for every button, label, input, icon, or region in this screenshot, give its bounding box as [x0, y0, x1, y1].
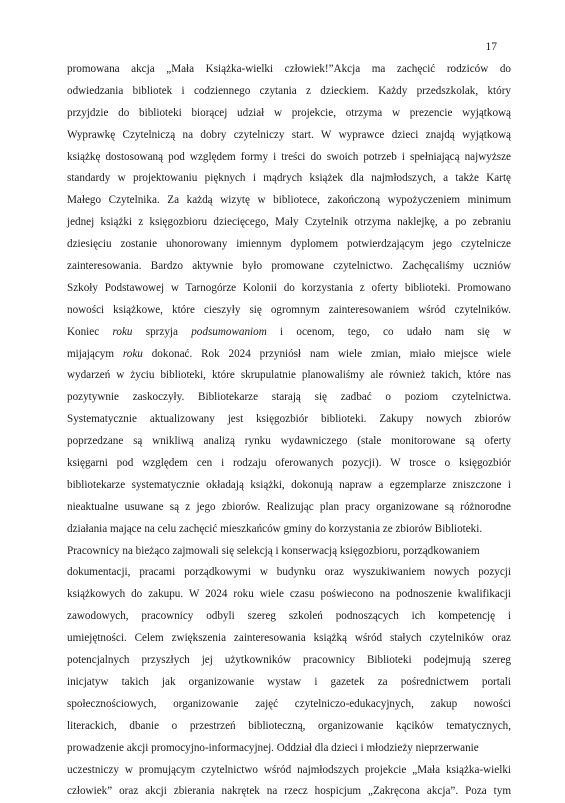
text-line: dokumentacji, pracami porządkowymi w budynku oraz wyszukiwaniem nowych pozycji [67, 566, 511, 579]
page-number: 17 [485, 41, 497, 53]
text-segment: Koniec [67, 325, 113, 338]
text-line: Małego Czytelnika. Za każdą wizytę w bibliotece, zakończoną wypożyczeniem minimum [67, 194, 511, 207]
text-line: inicjatyw takich jak organizowanie wystaw i gazetek za pośrednictwem portali [67, 675, 511, 688]
text-line: bibliotekarze systematycznie okładają książki, dokonują napraw a egzemplarze zniszczone i [67, 478, 511, 491]
body-text [67, 59, 511, 803]
text-line: Systematycznie aktualizowany jest księgozbiór biblioteki. Zakupy nowych zbiorów [67, 413, 511, 426]
text-line: nieaktualne usuwane są z jego zbiorów. Realizując plan pracy organizowane są różnorodne [67, 500, 511, 513]
text-line: człowiek” oraz akcji zbierania nakrętek na rzecz hospicjum „Zakręcona akcja”. Poza tym [67, 785, 511, 798]
text-line: książkowych do zakupu. W 2024 roku wiele czasu poświecono na podnoszenie kwalifikacji [67, 588, 511, 601]
text-line: Pracownicy na bieżąco zajmowali się selekcją i konserwacją księgozbioru, porządkowaniem [67, 544, 480, 557]
text-line: pozytywnie zaskoczyły. Bibliotekarze starają się zadbać o poziom czytelnictwa. [67, 391, 511, 404]
text-line: księgarni pod względem cen i rodzaju oferowanych pozycji). W trosce o księgozbiór [67, 457, 511, 470]
text-line: zawodowych, pracownicy odbyli szereg szkoleń podnoszących ich kompetencję i [67, 610, 511, 623]
text-line [67, 322, 511, 344]
text-segment: mijającym [67, 347, 123, 360]
text-line: nowości książkowe, które cieszyły się ogromnym zainteresowaniem wśród czytelników. [67, 303, 511, 316]
text-line: zainteresowania. Bardzo aktywnie było promowane czytelnictwo. Zachęcaliśmy uczniów [67, 260, 511, 273]
text-line: społecznościowych, organizowanie zajęć czytelniczo-edukacyjnych, zakup nowości [67, 697, 511, 710]
text-line: wydarzeń w życiu biblioteki, które skrupulatnie planowaliśmy ale również takich, które nas [67, 369, 511, 382]
text-line: dziesięciu zostanie uhonorowany imiennym dyplomem potwierdzającym jego czytelnicze [67, 238, 511, 251]
text-line: odwiedzania bibliotek i codziennego czytania z dzieckiem. Każdy przedszkolak, który [67, 84, 511, 97]
italic-text: roku [122, 347, 143, 360]
text-line: prowadzenie akcji promocyjno-informacyjnej. Oddział dla dzieci i młodzieży nieprzerwanie [67, 741, 479, 754]
text-line: standardy w projektowaniu pięknych i mądrych książek dla najmłodszych, a także Kartę [67, 172, 511, 185]
italic-text: roku [112, 325, 133, 338]
text-line: literackich, dbanie o przestrzeń biblioteczną, organizowanie kącików tematycznych, [67, 719, 511, 732]
text-line: umiejętności. Celem zwiększenia zainteresowania książką wśród stałych czytelników oraz [67, 632, 511, 645]
text-line: Szkoły Podstawowej w Tarnogórze Kolonii do korzystania z oferty biblioteki. Promowano [67, 281, 511, 294]
text-line: Wyprawkę Czytelniczą na dobry czytelniczy start. W wyprawce dzieci znajdą wyjątkową [67, 128, 511, 141]
text-line: jednej książki z księgozbioru dziecięcego, Mały Czytelnik otrzyma naklejkę, a po zebraniu [67, 216, 511, 229]
text-segment: i ocenom, tego, co udało nam się w [266, 325, 511, 338]
text-line: działania mające na celu zachęcić mieszkańców gminy do korzystania ze zbiorów Biblioteki. [67, 522, 483, 535]
text-line: uczestniczy w promującym czytelnictwo wśród najmłodszych projekcie „Mała książka-wielki [67, 763, 511, 776]
text-segment: sprzyja [132, 325, 192, 338]
text-line [67, 344, 511, 366]
text-segment: dokonać. Rok 2024 przyniósł nam wiele zmian, miało miejsce wiele [142, 347, 511, 360]
italic-text: podsumowaniom [191, 325, 267, 338]
text-line: przyjdzie do biblioteki biorącej udział w projekcie, otrzyma w prezencie wyjątkową [67, 106, 511, 119]
text-line: potencjalnych przyszłych jej użytkowników pracownicy Biblioteki podejmują szereg [67, 654, 511, 667]
text-line: promowana akcja „Mała Książka-wielki człowiek!”Akcja ma zachęcić rodziców do [67, 63, 511, 75]
text-line: poprzedzane są wnikliwą analizą rynku wydawniczego (stale monitorowane są oferty [67, 435, 511, 448]
text-line: książkę dostosowaną pod względem formy i treści do swoich potrzeb i spełniającą najwyższe [67, 150, 511, 163]
